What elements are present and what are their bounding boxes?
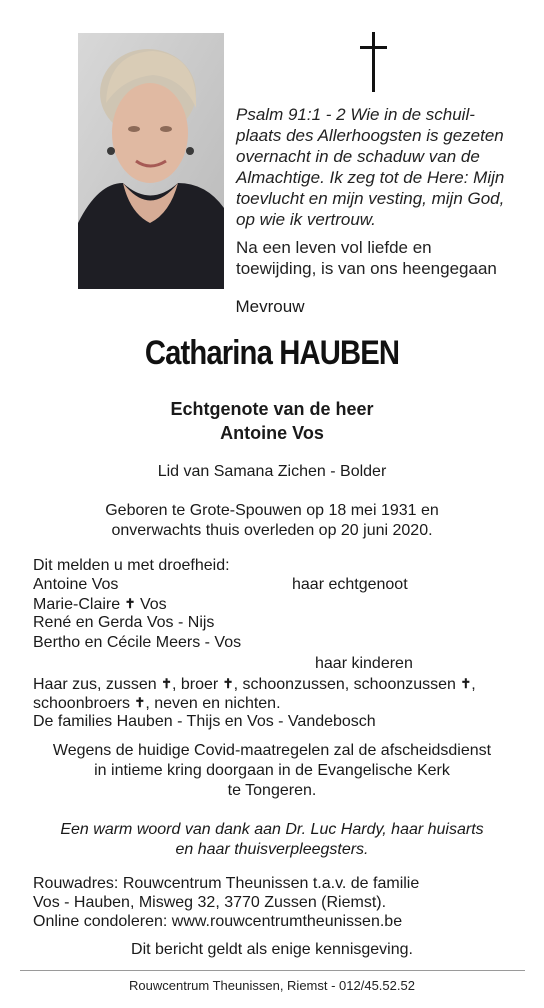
footer-text: Rouwcentrum Theunissen, Riemst - 012/45.52.52 xyxy=(129,978,415,993)
salutation: Mevrouw xyxy=(235,297,305,316)
thanks-line: en haar thuisverpleegsters. xyxy=(175,841,369,858)
relative-name: Marie-Claire ✝ Vos xyxy=(33,596,167,613)
condolence-link: Online condoleren: www.rouwcentrumtheunissen.be xyxy=(33,913,403,930)
portrait-image xyxy=(78,33,224,289)
birth-death-line: onverwachts thuis overleden op 20 juni 2020. xyxy=(111,522,433,539)
covid-notice-line: in intieme kring doorgaan in de Evangelische Kerk xyxy=(94,762,450,779)
portrait-photo xyxy=(78,33,224,289)
membership-text: Lid van Samana Zichen - Bolder xyxy=(157,463,387,480)
birth-death-line: Geboren te Grote-Spouwen op 18 mei 1931 en xyxy=(105,502,439,519)
deceased-name: Catharina HAUBEN xyxy=(144,334,400,372)
intro-line: Na een leven vol liefde en xyxy=(236,238,432,257)
psalm-line: Almachtige. Ik zeg tot de Here: Mijn xyxy=(236,168,505,187)
announce-header: Dit melden u met droefheid: xyxy=(33,557,230,574)
address-line: Vos - Hauben, Misweg 32, 3770 Zussen (Riemst). xyxy=(33,894,387,911)
deceased-cross-icon: ✝ xyxy=(124,596,136,611)
psalm-line: plaats des Allerhoogsten is gezeten xyxy=(236,126,504,145)
relatives-line: schoonbroers ✝, neven en nichten. xyxy=(33,695,281,712)
psalm-line: op wie ik vertrouw. xyxy=(236,210,376,229)
covid-notice-line: te Tongeren. xyxy=(227,782,317,799)
psalm-text xyxy=(236,104,526,230)
deceased-cross-icon: ✝ xyxy=(134,695,146,710)
intro-line: toewijding, is van ons heengegaan xyxy=(236,259,497,278)
relatives-line: De families Hauben - Thijs en Vos - Vandebosch xyxy=(33,713,376,730)
psalm-line: toevlucht en mijn vesting, mijn God, xyxy=(236,189,505,208)
deceased-cross-icon: ✝ xyxy=(460,676,472,691)
thanks-line: Een warm woord van dank aan Dr. Luc Hardy, haar huisarts xyxy=(60,821,484,838)
address-line: Rouwadres: Rouwcentrum Theunissen t.a.v. de familie xyxy=(33,875,420,892)
spouse-line: Echtgenote van de heer xyxy=(170,399,374,419)
psalm-line: Psalm 91:1 - 2 Wie in de schuil- xyxy=(236,105,475,124)
closing-statement: Dit bericht geldt als enige kennisgeving. xyxy=(131,941,413,958)
deceased-cross-icon: ✝ xyxy=(222,676,234,691)
spouse-name: Antoine Vos xyxy=(220,423,324,443)
intro-text xyxy=(236,237,526,279)
relation-role: haar echtgenoot xyxy=(292,576,408,593)
cross-icon xyxy=(356,32,392,92)
footer-divider xyxy=(20,970,525,971)
relative-name: René en Gerda Vos - Nijs xyxy=(33,614,215,631)
relation-role: haar kinderen xyxy=(315,655,413,672)
covid-notice-line: Wegens de huidige Covid-maatregelen zal de afscheidsdienst xyxy=(52,742,492,759)
deceased-cross-icon: ✝ xyxy=(161,676,172,691)
relative-name: Antoine Vos xyxy=(33,576,119,593)
psalm-line: overnacht in de schaduw van de xyxy=(236,147,480,166)
relative-name: Bertho en Cécile Meers - Vos xyxy=(33,634,242,651)
relatives-line: Haar zus, zussen ✝, broer ✝, schoonzussen, schoonzussen ✝, xyxy=(33,676,476,693)
